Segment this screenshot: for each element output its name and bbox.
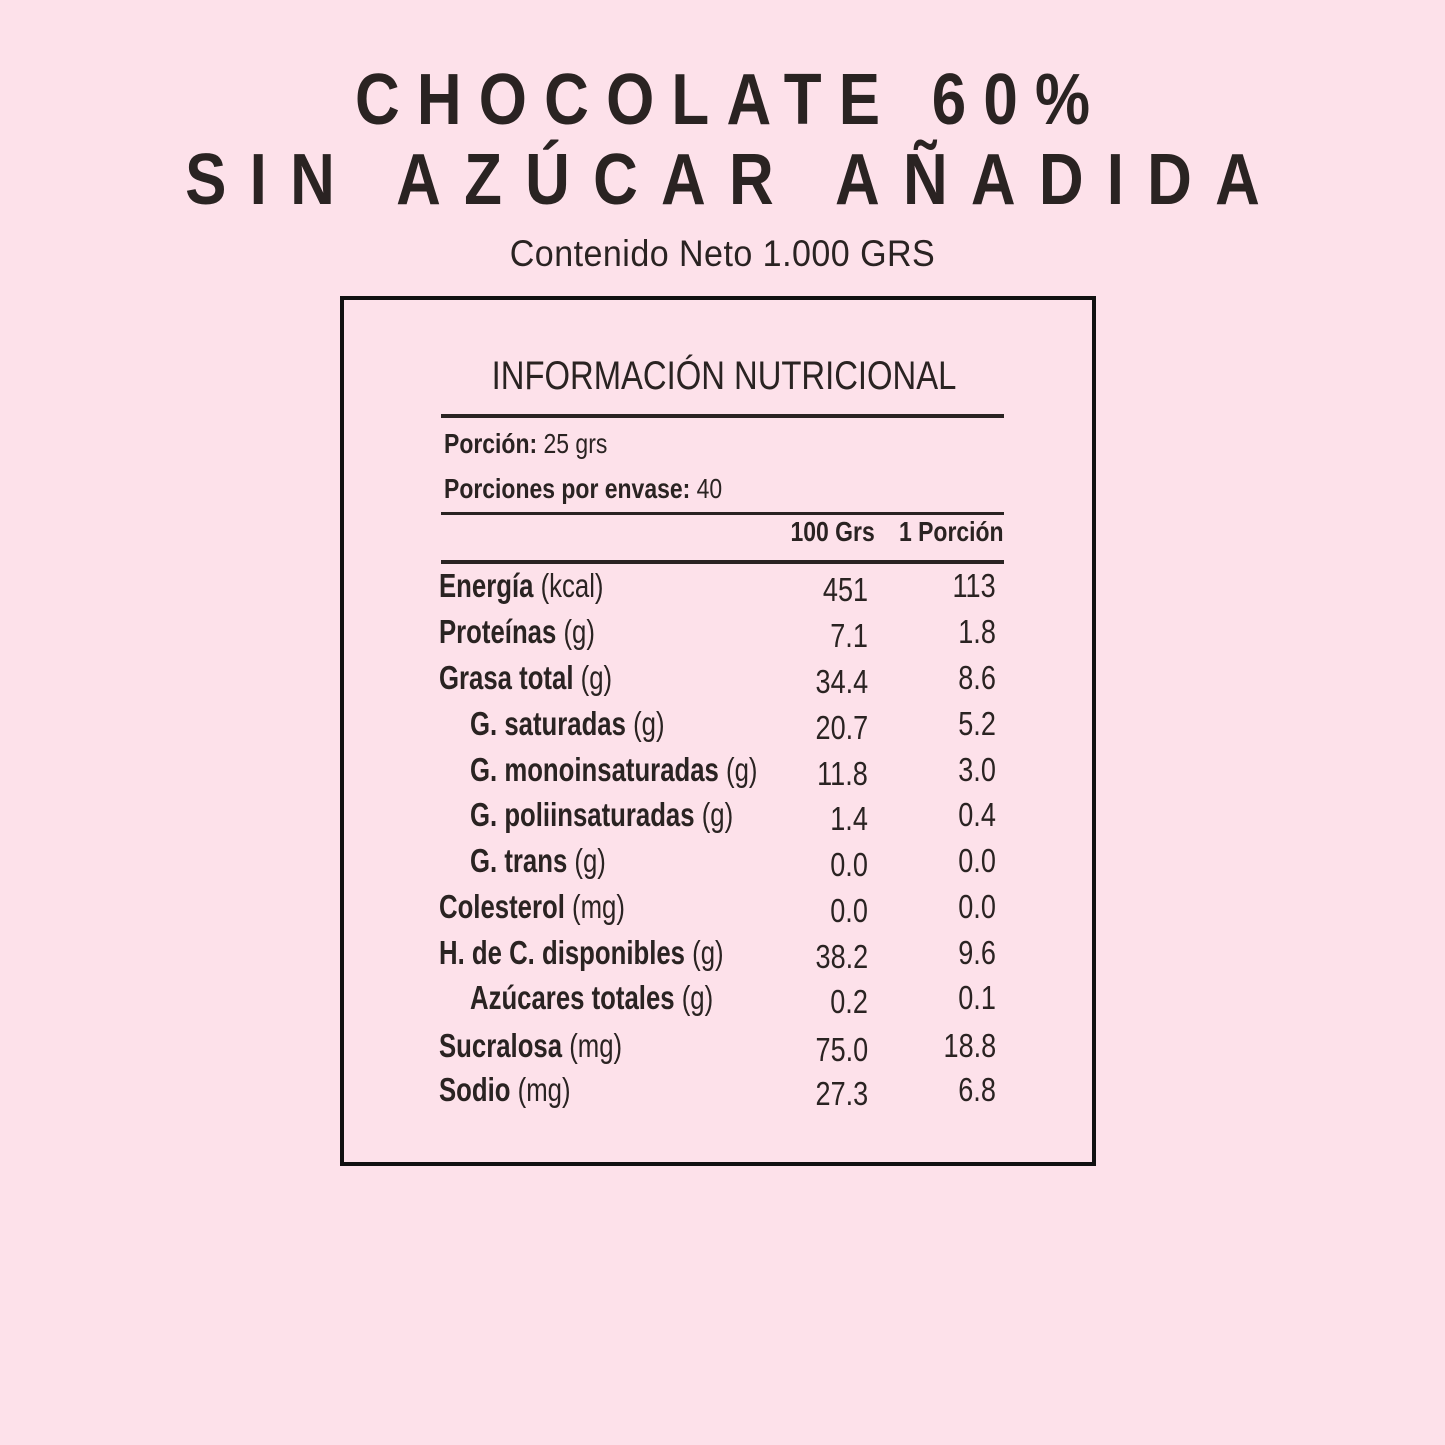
nutrient-value-100g: 1.4	[830, 800, 868, 837]
nutrient-row	[344, 658, 1092, 698]
nutrient-name: Azúcares totales	[470, 979, 675, 1016]
nutrient-name: Sucralosa	[439, 1027, 563, 1064]
nutrient-value-per-serving: 8.6	[958, 659, 996, 696]
nutrient-value-100g: 451	[822, 571, 868, 608]
nutrient-name: Energía	[439, 567, 534, 604]
nutrient-label	[470, 841, 606, 881]
net-content: Contenido Neto 1.000 GRS	[509, 233, 936, 274]
nutrient-unit: (mg)	[517, 1071, 571, 1108]
nutrient-label	[470, 750, 757, 790]
nutrient-value-per-serving: 0.1	[958, 979, 996, 1016]
nutrient-value-per-serving: 9.6	[958, 934, 996, 971]
nutrient-value-per-serving: 0.0	[958, 888, 996, 925]
nutrient-value-per-serving: 18.8	[943, 1027, 996, 1064]
nutrition-facts-panel	[340, 296, 1096, 1166]
nutrient-name: Colesterol	[439, 888, 565, 925]
nutrient-label	[470, 978, 713, 1018]
nutrient-value-per-serving: 113	[952, 567, 996, 604]
nutrient-value-per-serving: 1.8	[958, 613, 996, 650]
serving-size-value: 25 grs	[543, 428, 608, 459]
nutrient-unit: (g)	[563, 613, 595, 650]
nutrient-row	[344, 566, 1092, 606]
nutrient-name: G. trans	[470, 842, 568, 879]
nutrient-row	[344, 1070, 1092, 1110]
serving-size-label: Porción:	[444, 428, 538, 459]
nutrient-label	[439, 1070, 571, 1110]
nutrient-row	[344, 795, 1092, 835]
nutrient-row	[344, 887, 1092, 927]
nutrient-label	[439, 612, 595, 652]
nutrient-row	[344, 704, 1092, 744]
nutrient-unit: (g)	[701, 796, 734, 833]
nutrient-value-100g: 0.2	[830, 983, 868, 1020]
nutrient-row	[344, 1026, 1092, 1066]
nutrient-unit: (g)	[726, 751, 758, 788]
servings-per-container-value: 40	[696, 473, 723, 504]
nutrient-value-100g: 75.0	[815, 1031, 868, 1068]
nutrient-unit: (mg)	[572, 888, 625, 925]
nutrient-label	[439, 658, 612, 698]
nutrient-label	[439, 933, 724, 973]
nutrient-name: G. saturadas	[470, 705, 626, 742]
nutrient-value-100g: 27.3	[815, 1075, 868, 1112]
nutrient-name: G. monoinsaturadas	[470, 751, 719, 788]
nutrient-value-100g: 11.8	[817, 755, 868, 792]
nutrient-label	[439, 566, 603, 606]
nutrient-label	[439, 887, 625, 927]
nutrient-unit: (g)	[580, 659, 613, 696]
nutrient-value-100g: 7.1	[830, 617, 868, 654]
servings-per-container-label: Porciones por envase:	[444, 473, 691, 504]
nutrient-row	[344, 933, 1092, 973]
nutrient-rows	[344, 300, 1092, 1162]
nutrition-heading: INFORMACIÓN NUTRICIONAL	[491, 354, 957, 398]
nutrient-value-100g: 34.4	[815, 663, 868, 700]
nutrient-row	[344, 841, 1092, 881]
nutrient-unit: (g)	[574, 842, 606, 879]
nutrient-value-100g: 38.2	[815, 938, 868, 975]
nutrient-unit: (kcal)	[540, 567, 604, 604]
nutrient-value-100g: 20.7	[815, 709, 868, 746]
nutrient-label	[439, 1026, 622, 1066]
column-header-per-serving: 1 Porción	[899, 516, 1004, 547]
nutrient-label	[470, 704, 665, 744]
nutrient-unit: (g)	[692, 934, 724, 971]
product-title-line-2: SIN AZÚCAR AÑADIDA	[185, 140, 1284, 220]
nutrient-name: Proteínas	[439, 613, 557, 650]
nutrient-row	[344, 750, 1092, 790]
column-header-100g: 100 Grs	[790, 516, 875, 547]
nutrient-unit: (g)	[681, 979, 714, 1016]
nutrient-value-per-serving: 5.2	[958, 705, 996, 742]
nutrient-name: H. de C. disponibles	[439, 934, 685, 971]
nutrient-name: Grasa total	[439, 659, 574, 696]
nutrient-unit: (mg)	[569, 1027, 623, 1064]
nutrient-value-100g: 0.0	[830, 846, 868, 883]
nutrient-value-per-serving: 3.0	[958, 751, 996, 788]
nutrient-row	[344, 612, 1092, 652]
nutrient-name: G. poliinsaturadas	[470, 796, 695, 833]
nutrient-value-per-serving: 6.8	[958, 1071, 996, 1108]
nutrient-value-per-serving: 0.4	[958, 796, 996, 833]
nutrient-label	[470, 795, 733, 835]
nutrient-name: Sodio	[439, 1071, 511, 1108]
nutrient-row	[344, 978, 1092, 1018]
product-title-line-1: CHOCOLATE 60%	[354, 60, 1108, 140]
nutrient-unit: (g)	[633, 705, 665, 742]
nutrient-value-100g: 0.0	[830, 892, 868, 929]
nutrient-value-per-serving: 0.0	[958, 842, 996, 879]
